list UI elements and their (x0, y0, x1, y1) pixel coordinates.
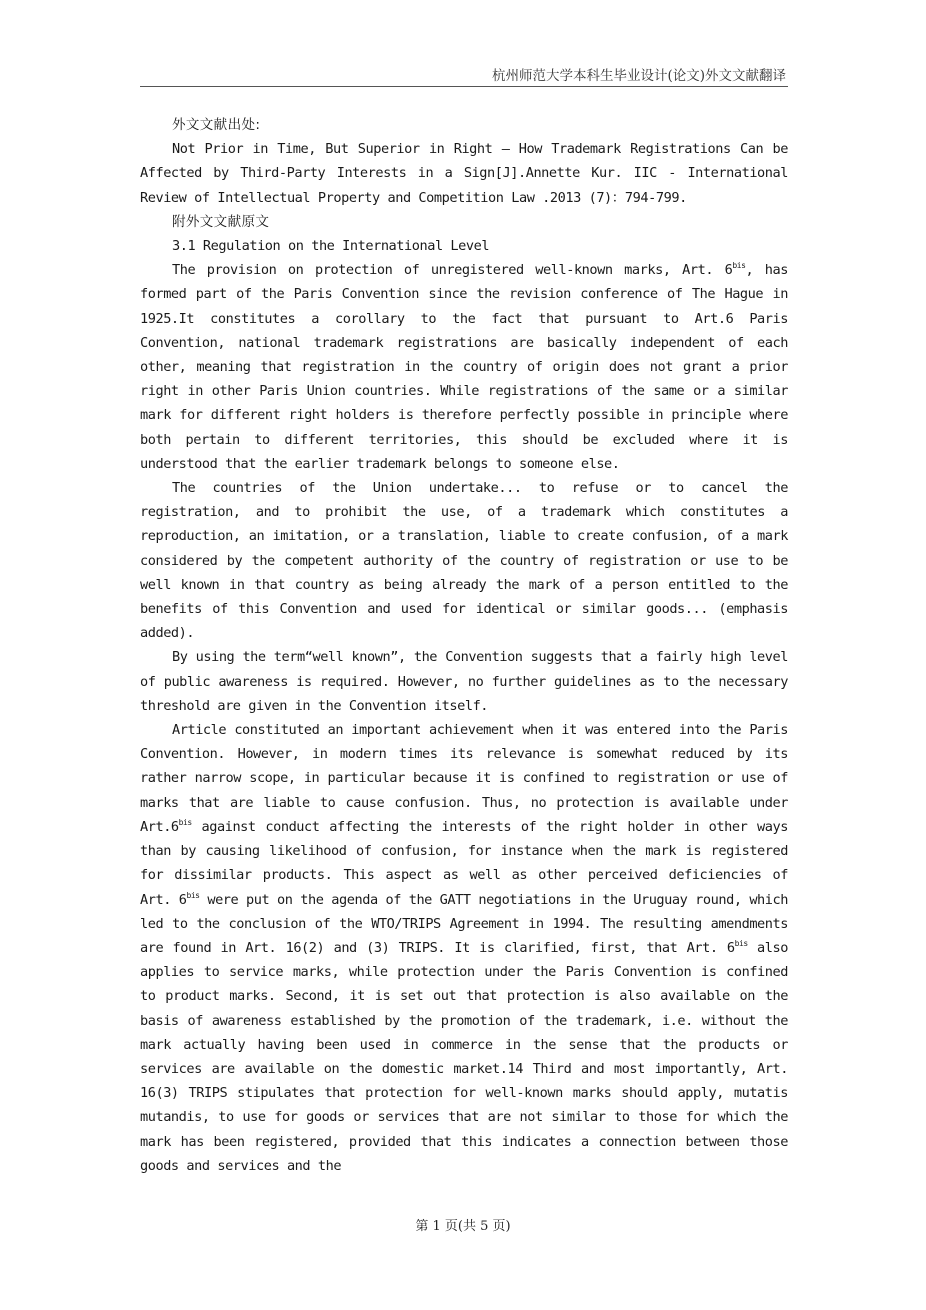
paragraph-4-text-b: against conduct affecting the interests of the right holder in other ways than by causing likelihood of confusion, for instance when the mark is registered for dissimilar products. This aspect as well as other perceived deficiencies of Art. 6 (140, 818, 788, 908)
bis-superscript: bis (734, 938, 748, 948)
bis-superscript: bis (186, 890, 200, 900)
bis-superscript: bis (178, 817, 192, 827)
document-header: 杭州师范大学本科生毕业设计(论文)外文文献翻译 (491, 68, 786, 84)
paragraph-4 (140, 718, 788, 1178)
paragraph-2: The countries of the Union undertake... to refuse or to cancel the registration, and to prohibit the use, of a trademark which constitutes a reproduction, an imitation, or a translation, liable to create confusion, of a mark considered by the competent authority of the country of registration or use to be well known in that country as being already the mark of a person entitled to the benefits of this Convention and used for identical or similar goods... (emphasis added). (140, 480, 788, 642)
document-body (140, 113, 788, 1178)
paragraph-1-text-b: , has formed part of the Paris Convention since the revision conference of The Hague in 1925.It constitutes a corollary to the fact that pursuant to Art.6 Paris Convention, national trademark registrations are basically independent of each other, meaning that registration in the country of origin does not grant a prior right in other Paris Union countries. While registrations of the same or a similar mark for different right holders is therefore perfectly possible in principle where both pertain to different territories, this should be excluded where it is understood that the earlier trademark belongs to someone else. (140, 262, 789, 472)
section-heading: 3.1 Regulation on the International Level (172, 238, 490, 255)
paragraph-4-text-a: Article constituted an important achievement when it was entered into the Paris Convention. However, in modern times its relevance is somewhat reduced by its rather narrow scope, in particular because it is confined to registration or use of marks that are liable to cause confusion. Thus, no protection is available under Art.6 (140, 722, 788, 835)
header-divider (140, 86, 788, 87)
original-text-label: 附外文文献原文 (172, 213, 270, 230)
paragraph-1 (140, 258, 788, 476)
paragraph-4-text-c: were put on the agenda of the GATT negotiations in the Uruguay round, which led to the conclusion of the WTO/TRIPS Agreement in 1994. The resulting amendments are found in Art. 16(2) and (3) TRIPS. It is clarified, first, that Art. 6 (140, 891, 788, 956)
paragraph-1-text-a: The provision on protection of unregistered well-known marks, Art. 6 (172, 262, 733, 279)
source-label: 外文文献出处: (172, 117, 261, 133)
bis-superscript: bis (732, 261, 746, 271)
page-number: 第 1 页(共 5 页) (415, 1219, 511, 1234)
paragraph-3: By using the term“well known”, the Convention suggests that a fairly high level of public awareness is required. However, no further guidelines as to the necessary threshold are given in the Convention itself. (140, 649, 788, 714)
paragraph-4-text-d: also applies to service marks, while protection under the Paris Convention is confined to product marks. Second, it is set out that protection is also available on the basis of awareness established by the promotion of the trademark, i.e. without the mark actually having been used in commerce in the sense that the products or services are available on the domestic market.14 Third and most importantly, Art. 16(3) TRIPS stipulates that protection for well-known marks should apply, mutatis mutandis, to use for goods or services that are not similar to those for which the mark has been registered, provided that this indicates a connection between those goods and services and the (140, 939, 788, 1174)
source-citation: Not Prior in Time, But Superior in Right — How Trademark Registrations Can be Affected by Third-Party Interests in a Sign[J].Annette Kur. IIC - International Review of Intellectual Property and Competition Law .2013 (7)：794-799. (140, 141, 788, 206)
